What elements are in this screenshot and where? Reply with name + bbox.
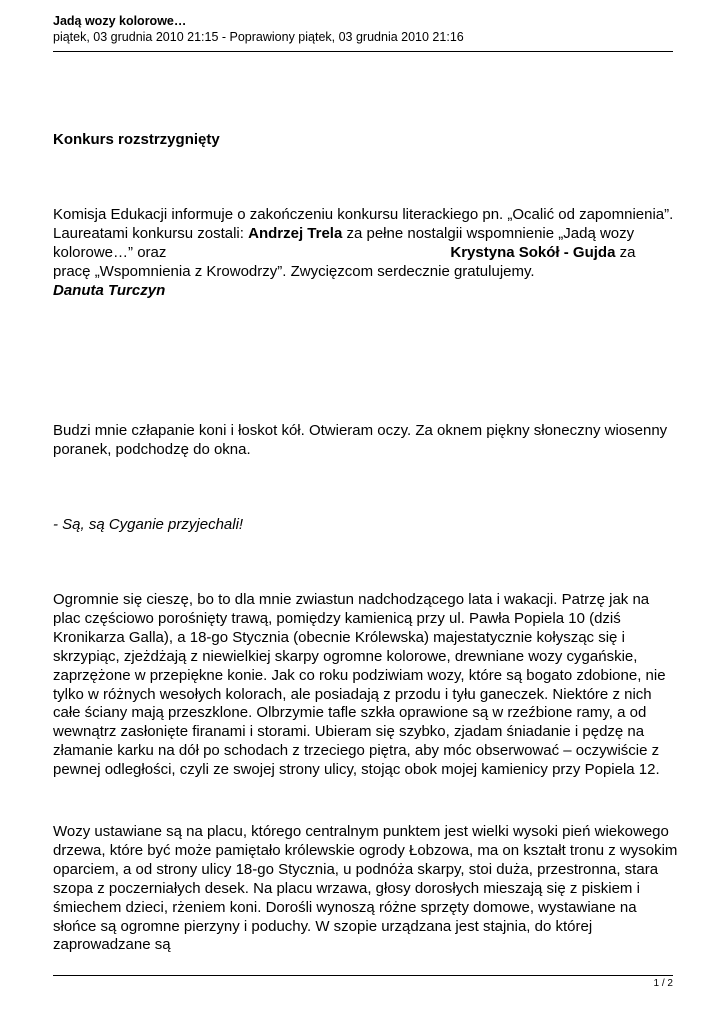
signature: Danuta Turczyn (53, 281, 166, 299)
announcement-line-2: Laureatami konkursu zostali: Andrzej Trela za pełne nostalgii wspomnienie „Jadą wozy (53, 224, 635, 242)
document-meta: piątek, 03 grudnia 2010 21:15 - Poprawiony piątek, 03 grudnia 2010 21:16 (53, 30, 464, 44)
winner-1: Andrzej Trela (248, 224, 343, 242)
paragraph-2: - Są, są Cyganie przyjechali! (53, 516, 244, 533)
document-title: Jadą wozy kolorowe… (53, 14, 187, 28)
section-heading: Konkurs rozstrzygnięty (53, 131, 220, 148)
announcement-line-4: pracę „Wspomnienia z Krowodrzy”. Zwycięzcom serdecznie gratulujemy. (53, 262, 535, 280)
header-divider (53, 51, 673, 52)
winner-2: Krystyna Sokół - Gujda (450, 243, 616, 261)
footer-divider (53, 975, 673, 976)
document-header (53, 14, 673, 45)
announcement-line-3: kolorowe…” oraz Krystyna Sokół - Gujda za (53, 243, 636, 261)
page-number: 1 / 2 (653, 978, 673, 989)
announcement-line-1: Komisja Edukacji informuje o zakończeniu konkursu literackiego pn. „Ocalić od zapomnienia”. (53, 206, 674, 223)
paragraph-3: Ogromnie się cieszę, bo to dla mnie zwiastun nadchodzącego lata i wakacji. Patrzę jak na plac częściowo porośnięty trawą, pomiędzy kamienicą przy ul. Pawła Popiela 10 (dziś Kronikarza Galla), a 18-go Stycznia (obecnie Królewska) majestatycznie kołysząc się i skrzypiąc, zjeżdżają z niewielkiej skarpy ogromne kolorowe, drewniane wozy cygańskie, zaprzężone w przepiękne konie. Jak co roku podziwiam wozy, które są bogato zdobione, nie tylko w różnych wesołych kolorach, ale posiadają z przodu i tyłu ganeczek. Niektóre z nich całe ściany mają przeszklone. Olbrzymie tafle szkła oprawione są w rzeźbione ramy, a od wewnątrz zasłonięte firanami i storami. Ubieram się szybko, zjadam śniadanie i pędzę na złamanie karku na dół po schodach z trzeciego piętra, aby móc obserwować – oczywiście z pewnej odległości, czyli ze swojej strony ulicy, stojąc obok mojej kamienicy przy Popiela 12. (53, 591, 666, 779)
paragraph-1: Budzi mnie człapanie koni i łoskot kół. Otwieram oczy. Za oknem piękny słoneczny wiosenny poranek, podchodzę do okna. (53, 422, 668, 458)
paragraph-4: Wozy ustawiane są na placu, którego centralnym punktem jest wielki wysoki pień wiekowego drzewa, które być może pamiętało królewskie ogrody Łobzowa, ma on kształt tronu z wysokim oparciem, a od strony ulicy 18-go Stycznia, u podnóża skarpy, stoi duża, przestronna, stara szopa z poczerniałych desek. Na placu wrzawa, głosy dorosłych mieszają się z piskiem i śmiechem dzieci, rżeniem koni. Dorośli wynoszą różne sprzęty domowe, wystawiane na słońce są ogromne pierzyny i poduchy. W szopie urządzana jest stajnia, do której zaprowadzane są (53, 823, 678, 954)
announcement (53, 206, 678, 301)
